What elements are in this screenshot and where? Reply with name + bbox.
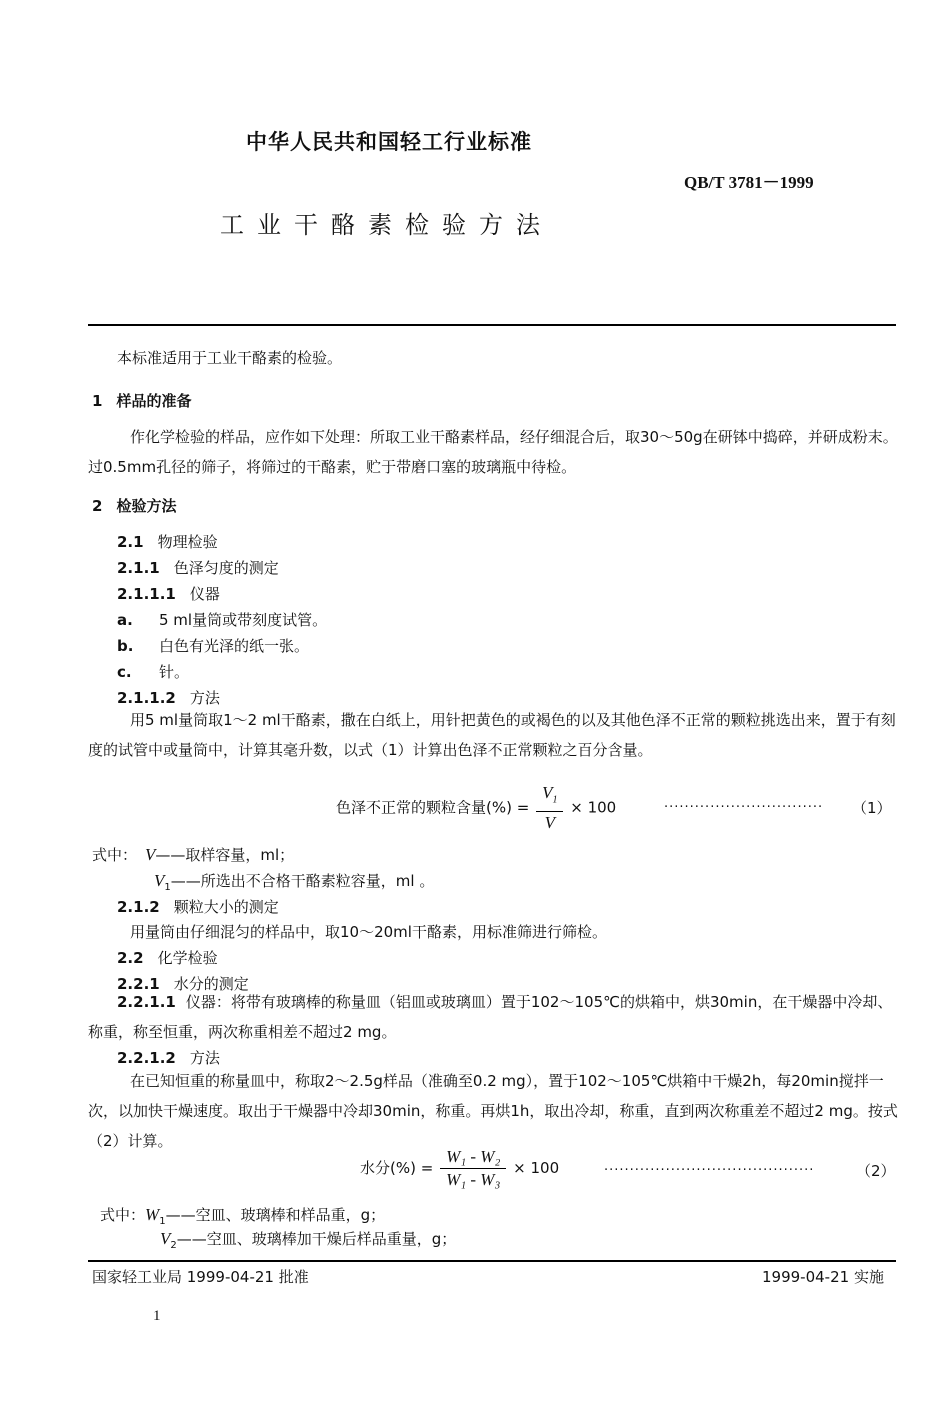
standard-category: 中华人民共和国轻工行业标准 (246, 130, 532, 154)
formula-1-label: （1） (852, 799, 892, 817)
where-subscript: 2 (170, 1240, 177, 1251)
list-text: 5 ml量筒或带刻度试管。 (159, 611, 328, 629)
where-2-line-2 (160, 1224, 456, 1261)
where-subscript: 1 (164, 882, 171, 893)
section-1-heading (92, 386, 191, 416)
where-text: ——所选出不合格干酪素粒容量，ml 。 (170, 872, 435, 890)
where-symbol: V (145, 845, 156, 864)
list-label: a. (117, 611, 133, 629)
section-number: 2.2 (117, 949, 144, 967)
section-number: 1 (92, 392, 103, 410)
list-text: 白色有光泽的纸一张。 (159, 637, 310, 655)
formula-1-fraction (536, 782, 563, 834)
where-symbol: V (160, 1229, 171, 1248)
formula-2 (360, 1146, 559, 1191)
section-title: 方法 (189, 1049, 220, 1067)
formula-1-leader: ······························· (664, 800, 824, 815)
section-number: 2.2.1 (117, 975, 160, 993)
formula-1-lhs: 色泽不正常的颗粒含量(%) = (336, 798, 530, 817)
effective-date: 1999-04-21 实施 (762, 1268, 884, 1286)
where-text: ——空皿、玻璃棒和样品重，g； (165, 1206, 386, 1224)
section-number: 2 (92, 497, 103, 515)
section-number: 2.1 (117, 533, 144, 551)
section-number: 2.1.1.1 (117, 585, 176, 603)
section-2-1-2-text: 用量筒由仔细混匀的样品中，取10～20ml干酪素，用标准筛进行筛检。 (130, 923, 607, 941)
section-title: 仪器 (189, 585, 220, 603)
section-title: 样品的准备 (116, 392, 192, 410)
section-title: 色泽匀度的测定 (173, 559, 279, 577)
where-symbol: V (154, 871, 165, 890)
formula-2-lhs: 水分(%) = (360, 1159, 434, 1177)
formula-2-denominator: W₁ - W₃ (446, 1170, 501, 1189)
formula-2-numerator: W₁ - W₂ (440, 1146, 506, 1169)
section-title: 方法 (189, 689, 220, 707)
section-text: 仪器：将带有玻璃棒的称量皿（铝皿或玻璃皿）置于102～105℃的烘箱中，烘30min，在干燥器中冷却、称重，称至恒重，两次称重相差不超过2 mg。 (88, 993, 893, 1041)
formula-1-tail: × 100 (570, 798, 617, 817)
where-symbol: W (145, 1205, 160, 1224)
section-title: 化学检验 (157, 949, 218, 967)
list-label: b. (117, 637, 134, 655)
where-prefix: 式中： (100, 1206, 146, 1224)
where-subscript: 1 (159, 1216, 166, 1227)
formula-2-label: （2） (856, 1162, 896, 1180)
scope-text: 本标准适用于工业干酪素的检验。 (117, 349, 343, 367)
section-number: 2.1.1 (117, 559, 160, 577)
where-text: ——取样容量，ml； (155, 846, 295, 864)
formula-2-tail: × 100 (513, 1159, 560, 1177)
approval-text: 国家轻工业局 1999-04-21 批准 (92, 1268, 309, 1286)
section-title: 检验方法 (116, 497, 177, 515)
section-title: 颗粒大小的测定 (173, 898, 279, 916)
section-2-2-1-2-paragraph: 在已知恒重的称量皿中，称取2～2.5g样品（准确至0.2 mg），置于102～105℃烘箱中干燥2h，每20min搅拌一次，以加快干燥速度。取出于干燥器中冷却30min，称重。再烘1h，取出冷却，称重，直到两次称重差不超过2 mg。按式（2）计算。 (88, 1072, 898, 1150)
where-text: ——空皿、玻璃棒加干燥后样品重量，g； (176, 1230, 457, 1248)
document-title: 工业干酪素检验方法 (220, 211, 553, 239)
section-2-1-1-2-paragraph: 用5 ml量筒取1～2 ml干酪素，撒在白纸上，用针把黄色的或褐色的以及其他色泽不正常的颗粒挑选出来，置于有刻度的试管中或量筒中，计算其毫升数，以式（1）计算出色泽不正常颗粒之百分含量。 (88, 711, 896, 759)
page-number: 1 (153, 1308, 161, 1324)
section-2-heading (92, 491, 176, 521)
where-prefix: 式中： (92, 846, 138, 864)
list-text: 针。 (159, 663, 190, 681)
section-title: 水分的测定 (173, 975, 249, 993)
formula-2-leader: ········································· (604, 1163, 815, 1178)
formula-2-fraction (440, 1146, 506, 1191)
formula-1-denominator: V (544, 813, 555, 833)
section-title: 物理检验 (157, 533, 218, 551)
section-number: 2.2.1.2 (117, 1049, 176, 1067)
formula-1-numerator: $V_1$ (536, 782, 563, 812)
section-number: 2.1.1.2 (117, 689, 176, 707)
list-label: c. (117, 663, 132, 681)
formula-1 (336, 782, 616, 834)
section-number: 2.1.2 (117, 898, 160, 916)
section-number: 2.2.1.1 (117, 993, 176, 1011)
section-1-paragraph: 作化学检验的样品，应作如下处理：所取工业干酪素样品，经仔细混合后，取30～50g在研钵中捣碎，并研成粉末。过0.5mm孔径的筛子，将筛过的干酪素，贮于带磨口塞的玻璃瓶中待检。 (88, 428, 898, 476)
section-2-2-1-1-paragraph (88, 987, 900, 1047)
standard-code: QB/T 3781－1999 (684, 173, 814, 192)
header-rule (88, 324, 896, 326)
